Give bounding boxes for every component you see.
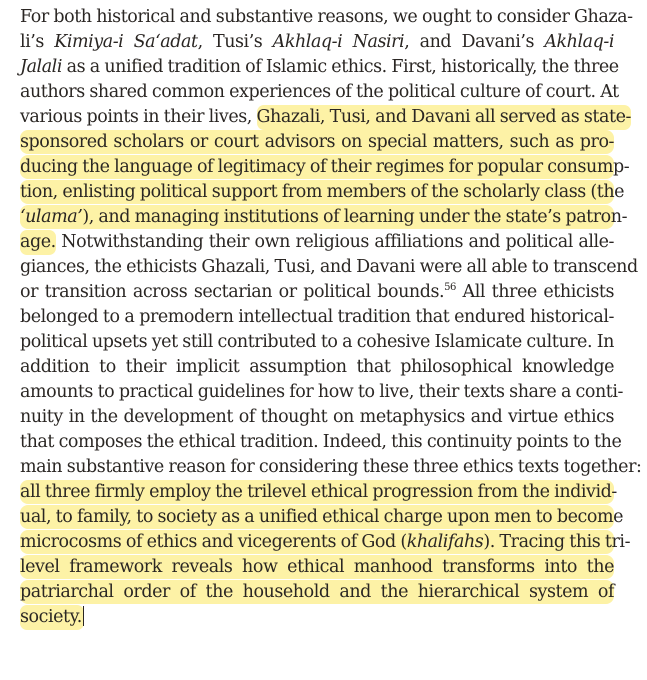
- text-run: ducing the language of legitimacy of their regimes for popular consump-: [20, 157, 630, 177]
- text-line: [20, 405, 614, 429]
- text-line: [20, 80, 619, 104]
- text-run: , Tusi’s: [197, 32, 273, 52]
- term-ulama: ‘ulama’: [20, 207, 83, 227]
- text-line: [20, 305, 614, 329]
- book-title-jalali-part2: Jalali: [20, 57, 62, 77]
- highlighted-line[interactable]: [20, 180, 625, 204]
- highlighted-text[interactable]: Ghazali, Tusi, and Davani all served as state-: [257, 105, 631, 130]
- text-run: society.: [20, 607, 82, 627]
- text-run: ), and managing institutions of learning under the state’s patron-: [82, 207, 628, 227]
- book-title-kimiya: Kimiya-i Sa‘adat: [54, 32, 198, 52]
- text-run: amounts to practical guidelines for how to live, their texts share a conti-: [20, 382, 623, 402]
- text-line: [20, 455, 642, 479]
- book-title-nasiri: Akhlaq-i Nasiri: [272, 32, 405, 52]
- text-line: [20, 380, 623, 404]
- highlighted-line[interactable]: [20, 580, 614, 604]
- highlighted-line[interactable]: [20, 205, 628, 229]
- text-run: addition to their implicit assumption that philosophical knowledge: [20, 357, 614, 377]
- text-run: sponsored scholars or court advisors on special matters, such as pro-: [20, 132, 614, 152]
- text-run: , and Davani’s: [404, 32, 545, 52]
- text-run: tion, enlisting political support from members of the scholarly class (the: [20, 182, 625, 202]
- text-run: or transition across sectarian or political bounds.: [20, 282, 445, 302]
- text-line: [20, 55, 619, 79]
- text-line: [20, 330, 614, 354]
- text-run: ual, to family, to society as a unified ethical charge upon men to become: [20, 507, 624, 527]
- text-run: political upsets yet still contributed to a cohesive Islamicate culture. In: [20, 332, 614, 352]
- text-run: all three firmly employ the trilevel ethical progression from the individ-: [20, 482, 617, 502]
- text-run: as a unified tradition of Islamic ethics. First, historically, the three: [61, 57, 619, 77]
- highlighted-line[interactable]: [20, 130, 614, 154]
- text-run: nuity in the development of thought on metaphysics and virtue ethics: [20, 407, 614, 427]
- highlighted-text[interactable]: [20, 605, 84, 630]
- text-run: main substantive reason for considering these three ethics texts together:: [20, 457, 642, 477]
- text-run: li’s: [20, 32, 55, 52]
- text-run: ). Tracing this tri-: [483, 532, 631, 552]
- highlighted-line[interactable]: [20, 155, 630, 179]
- text-run: microcosms of ethics and vicegerents of God (: [20, 532, 407, 552]
- text-run: Notwithstanding their own religious affiliations and political alle-: [55, 232, 614, 252]
- text-run: giances, the ethicists Ghazali, Tusi, and Davani were all able to transcend: [20, 257, 638, 277]
- text-cursor: [83, 606, 84, 626]
- text-line: [20, 230, 614, 254]
- text-line: [20, 105, 631, 129]
- text-run: All three ethicists: [455, 282, 614, 302]
- text-line: [20, 255, 638, 279]
- text-run: For both historical and substantive reasons, we ought to consider Ghaza-: [20, 7, 633, 27]
- text-line: [20, 355, 614, 379]
- term-khalifahs: khalifahs: [406, 532, 484, 552]
- text-run: level framework reveals how ethical manhood transforms into the: [20, 557, 614, 577]
- highlighted-line[interactable]: [20, 555, 614, 579]
- text-line: [20, 605, 614, 629]
- text-line: [20, 30, 614, 54]
- highlighted-line[interactable]: [20, 530, 631, 554]
- text-run: various points in their lives,: [20, 107, 257, 127]
- footnote-marker[interactable]: 56: [444, 282, 456, 293]
- text-run: that composes the ethical tradition. Indeed, this continuity points to the: [20, 432, 622, 452]
- highlighted-line[interactable]: [20, 480, 617, 504]
- text-line: [20, 430, 622, 454]
- text-run: belonged to a premodern intellectual tradition that endured historical-: [20, 307, 614, 327]
- text-run: patriarchal order of the household and the hierarchical system of: [20, 582, 614, 602]
- text-run: authors shared common experiences of the political culture of court. At: [20, 82, 619, 102]
- highlighted-text[interactable]: age.: [20, 230, 56, 255]
- text-line: [20, 5, 633, 29]
- highlighted-line[interactable]: [20, 505, 624, 529]
- book-title-jalali-part1: Akhlaq-i: [544, 32, 614, 52]
- text-line: [20, 280, 614, 304]
